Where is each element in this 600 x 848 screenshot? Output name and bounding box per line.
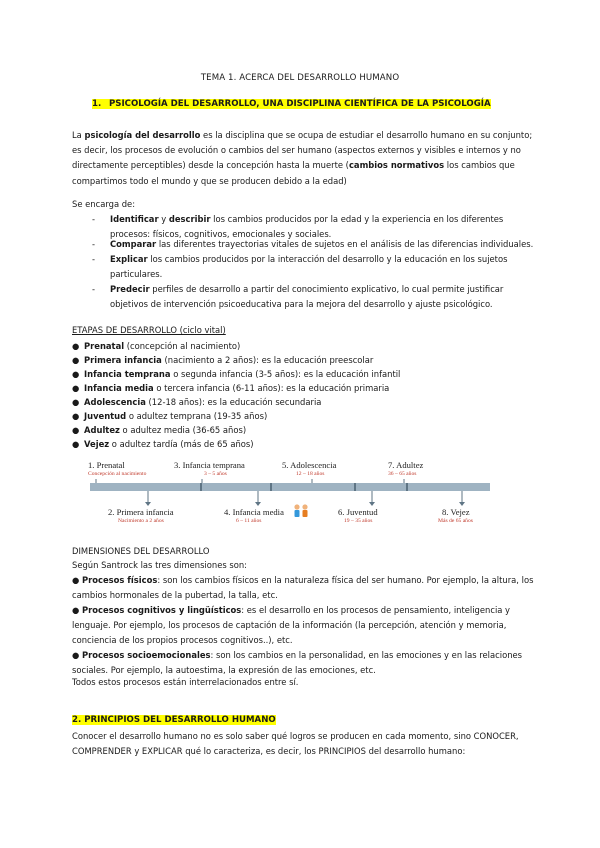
- task-item: - Predecir perfiles de desarrollo a partir del conocimiento explicativo, lo cual permite justificar objetivos de intervención psicoeducativa para la mejora del desarrollo y ajuste psicológico.: [92, 284, 504, 310]
- children-icon: [294, 504, 307, 517]
- timeline-tick: [270, 483, 272, 491]
- timeline-sub-adolescencia: 12 – 18 años: [296, 471, 325, 477]
- etapa-item: ● Juventud o adultez temprana (19-35 años): [72, 411, 268, 421]
- etapa-item: ● Adultez o adultez media (36-65 años): [72, 425, 247, 435]
- section-2-heading-text: 2. PRINCIPIOS DEL DESARROLLO HUMANO: [72, 715, 276, 725]
- dimensiones-heading: DIMENSIONES DEL DESARROLLO: [72, 546, 210, 556]
- timeline-label-infancia-media: 4. Infancia media: [224, 507, 284, 517]
- etapa-item: ● Vejez o adultez tardía (más de 65 años): [72, 439, 254, 449]
- dimensiones-intro: Según Santrock las tres dimensiones son:: [72, 560, 247, 570]
- timeline-sub-primera-infancia: Nacimiento a 2 años: [118, 518, 164, 524]
- etapa-item: ● Infancia media o tercera infancia (6-11 años): es la educación primaria: [72, 383, 390, 393]
- etapa-item: ● Prenatal (concepción al nacimiento): [72, 341, 241, 351]
- timeline-label-adultez: 7. Adultez: [388, 460, 424, 470]
- timeline-label-adolescencia: 5. Adolescencia: [282, 460, 337, 470]
- etapa-item: ● Primera infancia (nacimiento a 2 años): es la educación preescolar: [72, 355, 374, 365]
- timeline-label-prenatal: 1. Prenatal: [88, 460, 125, 470]
- section-2-heading: [72, 715, 276, 725]
- section-1-number: 1.: [92, 99, 102, 109]
- timeline-label-infancia-temprana: 3. Infancia temprana: [174, 460, 245, 470]
- timeline-sub-prenatal: Concepción al nacimiento: [88, 471, 147, 477]
- timeline-sub-juventud: 19 – 35 años: [344, 518, 373, 524]
- etapas-heading: ETAPAS DE DESARROLLO (ciclo vital): [72, 325, 226, 335]
- etapa-item: ● Adolescencia (12-18 años): es la educación secundaria: [72, 397, 322, 407]
- intro-paragraph: La psicología del desarrollo es la disciplina que se ocupa de estudiar el desarrollo humano en su conjunto; es decir, los procesos de evolución o cambios del ser humano (aspectos externos y visibles e internos y no directamente perceptibles) desde la concepción hasta la muerte (cambios normativos los cambios que compartimos todo el mundo y que se producen debido a la edad): [72, 130, 533, 186]
- task-item: - Identificar y describir los cambios producidos por la edad y la experiencia en los diferentes procesos: físicos, cognitivos, emocionales y sociales.: [92, 214, 504, 240]
- timeline-label-primera-infancia: 2. Primera infancia: [108, 507, 174, 517]
- dimension-item: ● Procesos físicos: son los cambios físicos en la naturaleza física del ser humano. Por ejemplo, la altura, los cambios hormonales de la pubertad, la talla, etc.: [72, 575, 534, 601]
- life-cycle-timeline: [82, 456, 492, 528]
- timeline-label-juventud: 6. Juventud: [338, 507, 378, 517]
- timeline-label-vejez: 8. Vejez: [442, 507, 470, 517]
- timeline-sub-infancia-temprana: 3 – 5 años: [204, 471, 227, 477]
- task-item: - Explicar los cambios producidos por la interacción del desarrollo y la educación en los sujetos particulares.: [92, 254, 508, 280]
- term-psicologia-desarrollo: psicología del desarrollo: [84, 130, 201, 140]
- dimension-item: ● Procesos socioemocionales: son los cambios en la personalidad, en las emociones y en las relaciones sociales. Por ejemplo, la autoestima, la expresión de las emociones, etc.: [72, 650, 523, 676]
- timeline-tick: [406, 483, 408, 491]
- timeline-sub-infancia-media: 6 – 11 años: [236, 518, 262, 524]
- etapa-item: ● Infancia temprana o segunda infancia (3-5 años): es la educación infantil: [72, 369, 401, 379]
- section-2-paragraph: Conocer el desarrollo humano no es solo saber qué logros se producen en cada momento, sino CONOCER, COMPRENDER y EXPLICAR qué lo caracteriza, es decir, los PRINCIPIOS del desarrollo humano:: [72, 731, 519, 757]
- timeline-tick: [200, 483, 202, 491]
- section-1-heading: [92, 99, 491, 109]
- term-cambios-normativos: cambios normativos: [348, 160, 445, 171]
- task-item: - Comparar las diferentes trayectorias vitales de sujetos en el análisis de las diferencias individuales.: [92, 239, 534, 249]
- timeline-sub-vejez: Más de 65 años: [438, 518, 473, 524]
- document-title: TEMA 1. ACERCA DEL DESARROLLO HUMANO: [200, 73, 400, 83]
- dimension-item: ● Procesos cognitivos y lingüísticos: es el desarrollo en los procesos de pensamiento, inteligencia y lenguaje. Por ejemplo, los procesos de captación de la información (la percepción, atención y memoria, conciencia de los propios procesos cognitivos..), etc.: [72, 605, 511, 646]
- section-1-heading-text: PSICOLOGÍA DEL DESARROLLO, UNA DISCIPLINA CIENTÍFICA DE LA PSICOLOGÍA: [109, 99, 491, 109]
- timeline-sub-adultez: 36 – 65 años: [388, 471, 417, 477]
- timeline-tick: [354, 483, 356, 491]
- dimensiones-conclusion: Todos estos procesos están interrelacionados entre sí.: [72, 677, 299, 687]
- se-encarga-label: Se encarga de:: [72, 199, 136, 209]
- timeline-bar: [90, 483, 490, 491]
